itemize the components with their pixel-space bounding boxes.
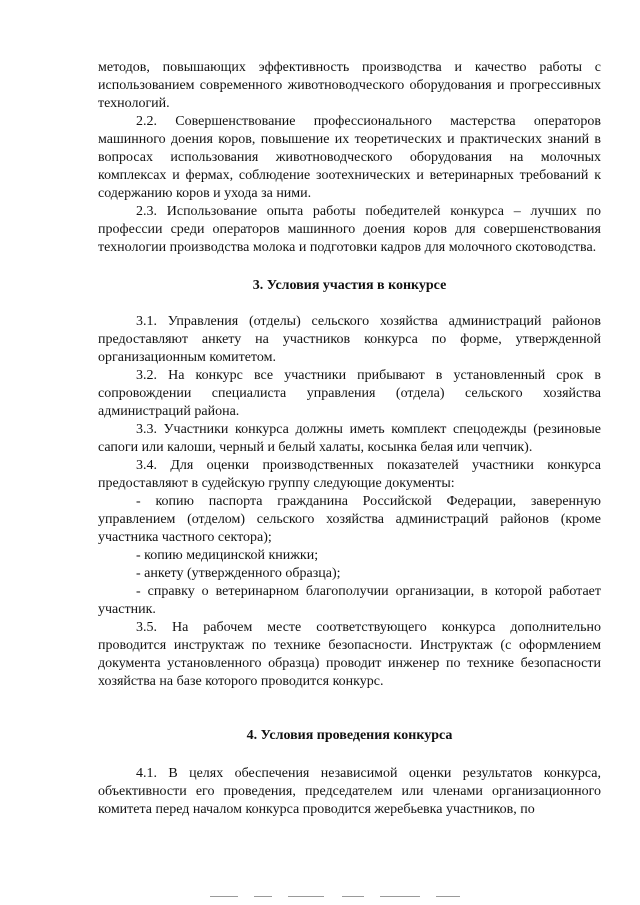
section-3-heading: 3. Условия участия в конкурсе	[252, 278, 447, 293]
document-list-item: - справку о ветеринарном благополучии организации, в которой работает участник.	[98, 584, 601, 617]
paragraph-4-1: 4.1. В целях обеспечения независимой оценки результатов конкурса, объективности его проведения, председателем или членами организационного комитета перед началом конкурса проводится жеребьевка участников, по	[98, 766, 601, 817]
paragraph-3-3: 3.3. Участники конкурса должны иметь комплект спецодежды (резиновые сапоги или калоши, черный и белый халаты, косынка белая или чепчик).	[98, 422, 601, 455]
scan-mark	[254, 896, 272, 897]
paragraph-3-5: 3.5. На рабочем месте соответствующего конкурса дополнительно проводится инструктаж по технике безопасности. Инструктаж (с оформлением документа установленного образца) проводит инженер по технике безопасности хозяйства на базе которого проводится конкурс.	[98, 620, 601, 689]
paragraph-2-2: 2.2. Совершенствование профессионального мастерства операторов машинного доения коров, повышение их теоретических и практических знаний в вопросах использования животноводческого оборудования на молочных комплексах и фермах, соблюдение зоотехнических и ветеринарных требований к содержанию коров и ухода за ними.	[98, 114, 601, 201]
document-page	[98, 59, 601, 819]
document-list-item: - копию паспорта гражданина Российской Федерации, заверенную управлением (отделом) сельского хозяйства администраций районов (кроме участника частного сектора);	[98, 494, 601, 545]
scan-mark	[436, 896, 460, 897]
scan-mark	[380, 896, 420, 897]
document-list-item: - анкету (утвержденного образца);	[136, 566, 341, 581]
paragraph-2-3: 2.3. Использование опыта работы победителей конкурса – лучших по профессии среди операторов машинного доения коров для совершенствования технологии производства молока и подготовки кадров для молочного скотоводства.	[98, 204, 601, 255]
document-list-item: - копию медицинской книжки;	[136, 548, 319, 563]
scan-mark	[288, 896, 324, 897]
paragraph-3-4: 3.4. Для оценки производственных показателей участники конкурса предоставляют в судейскую группу следующие документы:	[98, 458, 601, 491]
scan-mark	[342, 896, 364, 897]
section-4-heading: 4. Условия проведения конкурса	[246, 728, 453, 743]
paragraph-3-1: 3.1. Управления (отделы) сельского хозяйства администраций районов предоставляют анкету на участников конкурса по форме, утвержденной организационным комитетом.	[98, 314, 601, 365]
scan-footer-marks	[210, 896, 490, 900]
paragraph-3-2: 3.2. На конкурс все участники прибывают в установленный срок в сопровождении специалиста управления (отдела) сельского хозяйства администраций района.	[98, 368, 601, 419]
paragraph-intro-continuation: методов, повышающих эффективность производства и качество работы с использованием современного животноводческого оборудования и прогрессивных технологий.	[98, 60, 601, 111]
scan-mark	[210, 896, 238, 897]
